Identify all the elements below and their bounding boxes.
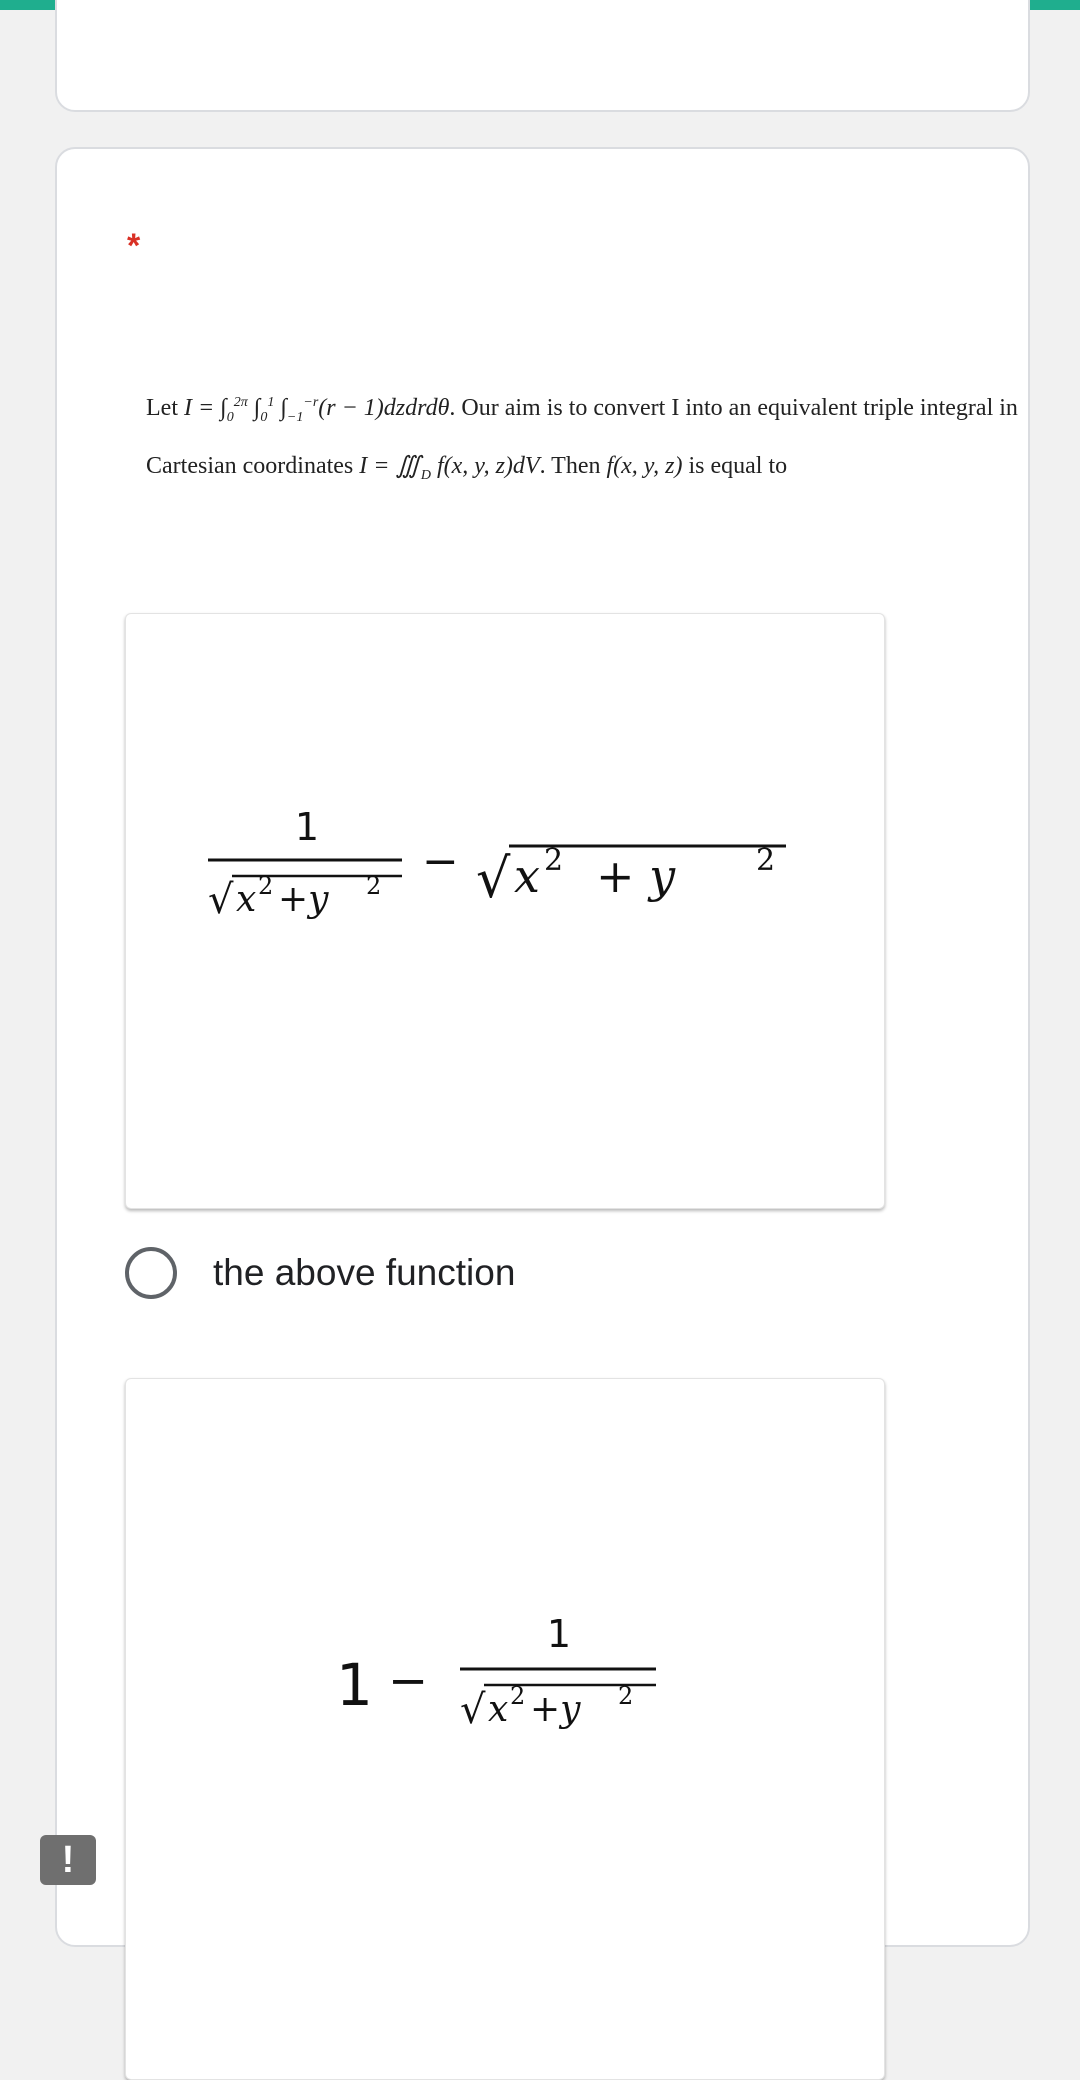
opt2-den-exp2: 2 (618, 1682, 634, 1710)
q-f-dv: f(x, y, z)dV (436, 453, 540, 479)
option-1-row[interactable] (125, 1241, 515, 1305)
opt1-den-exp2: 2 (366, 872, 382, 900)
opt2-numerator: 1 (546, 1612, 572, 1656)
opt1-den-radical-icon: √ (208, 877, 234, 923)
opt1-den-exp1: 2 (258, 872, 274, 900)
q-text-3: is equal to (688, 453, 788, 479)
opt1-rhs-exp2: 2 (756, 843, 776, 878)
q-integral-r: $\int_0^1$ (253, 395, 275, 425)
opt1-rhs-exp1: 2 (544, 843, 564, 878)
opt2-den-radical-icon: √ (460, 1687, 486, 1733)
q-text-1: . Our aim is to convert I into an equivalent triple integral in Cartesian coordinates (146, 395, 1018, 479)
q-integral-z: $\int_{-1}^{-r}$ (280, 395, 319, 425)
required-asterisk: * (127, 227, 141, 265)
q-triple-integral: $I = ∭_D$ (359, 453, 431, 483)
q-integral-theta: $I = \int_0^{2\pi}$ (183, 395, 248, 425)
opt2-den-plus-y: +y (530, 1689, 581, 1730)
report-issue-button[interactable]: ! (40, 1835, 96, 1885)
option-1-label: the above function (213, 1252, 516, 1293)
opt1-rhs-radical-icon: √ (476, 847, 511, 910)
opt1-rhs-plus-y: + y (596, 849, 676, 903)
opt2-lead-one: 1 (336, 1651, 373, 1719)
question-text (146, 379, 1026, 495)
question-card (55, 147, 1030, 1947)
q-text-2: . Then (539, 453, 601, 479)
opt2-minus: − (388, 1653, 429, 1709)
opt1-minus: − (422, 836, 459, 887)
opt2-den-exp1: 2 (510, 1682, 526, 1710)
option-2-image (125, 1378, 885, 2080)
opt2-den-x: x (488, 1689, 509, 1730)
opt1-rhs-x: x (514, 849, 540, 903)
opt1-den-plus-y: +y (278, 879, 329, 920)
previous-question-card (55, 0, 1030, 112)
q-f-xyz: f(x, y, z) (606, 453, 683, 479)
option-1-image (125, 613, 885, 1209)
option-1-radio[interactable] (125, 1247, 177, 1299)
opt1-den-x: x (236, 879, 257, 920)
opt1-numerator: 1 (294, 805, 320, 849)
q-integrand: (r − 1)dzdrdθ (318, 395, 450, 421)
q-let: Let (146, 395, 178, 421)
